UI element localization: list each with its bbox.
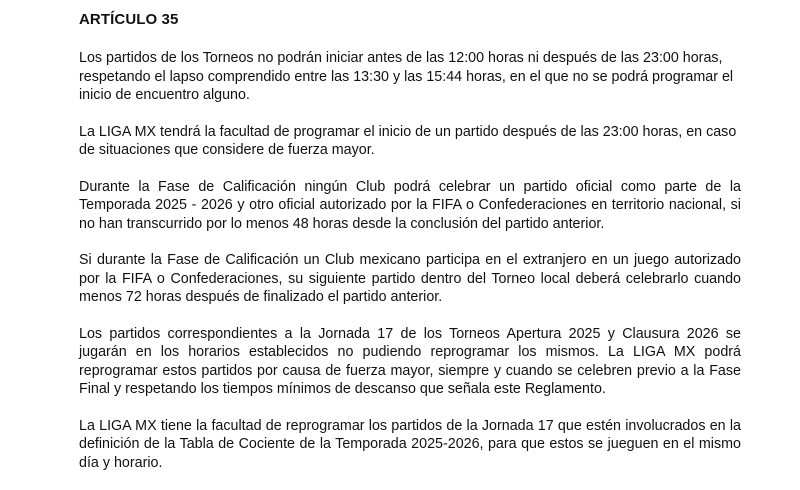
document-page	[79, 10, 741, 490]
paragraph-cociente-table: La LIGA MX tiene la facultad de reprogramar los partidos de la Jornada 17 que estén involucrados en la definición de la Tabla de Cociente de la Temporada 2025-2026, para que estos se jueguen en el mismo día y horario.	[79, 417, 741, 471]
paragraph-jornada-17: Los partidos correspondientes a la Jornada 17 de los Torneos Apertura 2025 y Clausura 2026 se jugarán en los horarios establecidos no pudiendo reprogramar los mismos. La LIGA MX podrá reprogramar estos partidos por causa de fuerza mayor, siempre y cuando se celebren previo a la Fase Final y respetando los tiempos mínimos de descanso que señala este Reglamento.	[79, 325, 741, 397]
paragraph-rest-72-hours: Si durante la Fase de Calificación un Club mexicano participa en el extranjero en un juego autorizado por la FIFA o Confederaciones, su siguiente partido dentro del Torneo local deberá celebrarlo cuando menos 72 horas después de finalizado el partido anterior.	[79, 252, 741, 305]
article-heading: ARTÍCULO 35	[79, 11, 179, 28]
paragraph-late-start: La LIGA MX tendrá la facultad de programar el inicio de un partido después de las 23:00 horas, en caso de situaciones que considere de fuerza mayor.	[79, 123, 737, 158]
paragraph-rest-48-hours: Durante la Fase de Calificación ningún Club podrá celebrar un partido oficial como parte de la Temporada 2025 - 2026 y otro oficial autorizado por la FIFA o Confederaciones en territorio nacional, si no han transcurrido por lo menos 48 horas desde la conclusión del partido anterior.	[79, 178, 741, 232]
paragraph-schedule-hours: Los partidos de los Torneos no podrán iniciar antes de las 12:00 horas ni después de las 23:00 horas, respetando el lapso comprendido entre las 13:30 y las 15:44 horas, en el que no se podrá programar el inicio de encuentro alguno.	[79, 50, 734, 103]
